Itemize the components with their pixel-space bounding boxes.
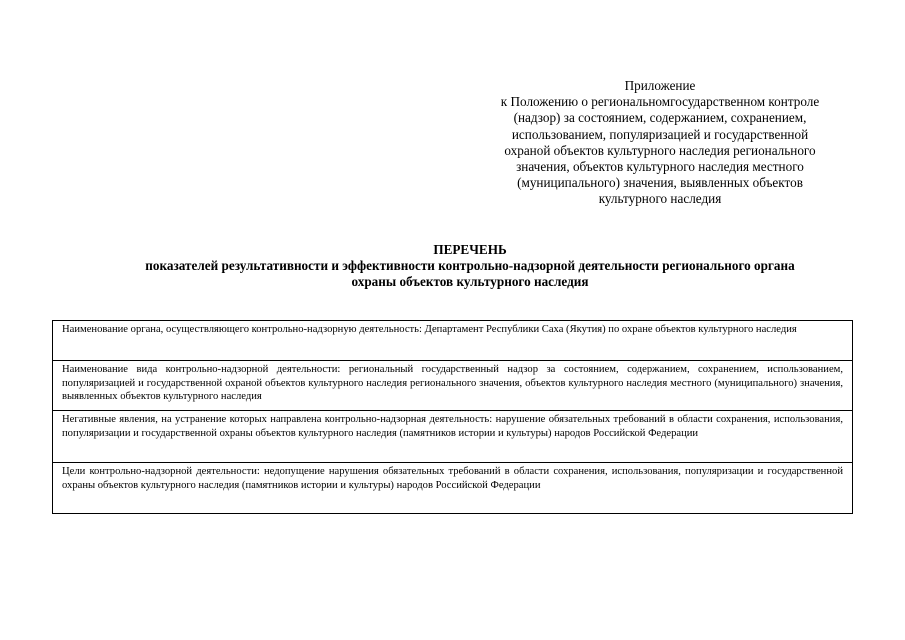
- table-row: [53, 361, 853, 411]
- appendix-line: (надзор) за состоянием, содержанием, сохранением,: [513, 110, 807, 126]
- appendix-heading: Приложение: [624, 78, 696, 93]
- title-heading: ПЕРЕЧЕНЬ: [433, 242, 507, 257]
- table-row: [53, 321, 853, 361]
- table-cell-negative-phenomena: Негативные явления, на устранение которых направлена контрольно-надзорная деятельность: нарушение обязательных требований в области сохранения, использования, популяризации и государственной охраны объектов культурного наследия (памятников истории и культуры) народов Российской Федерации: [53, 411, 853, 463]
- table-cell-control-type: Наименование вида контрольно-надзорной деятельности: региональный государственный надзор за состоянием, содержанием, сохранением, использованием, популяризацией и государственной охраной объектов культурного наследия регионального значения, объектов культурного наследия местного (муниципального) значения, выявленных объектов культурного наследия: [53, 361, 853, 411]
- appendix-line: значения, объектов культурного наследия местного: [516, 159, 804, 175]
- indicators-table: [52, 320, 853, 514]
- table-cell-authority: Наименование органа, осуществляющего контрольно-надзорную деятельность: Департамент Республики Саха (Якутия) по охране объектов культурного наследия: [53, 321, 853, 361]
- document-title: [50, 242, 890, 290]
- appendix-block: [460, 78, 860, 208]
- appendix-line: (муниципального) значения, выявленных объектов: [517, 175, 803, 191]
- table-row: [53, 411, 853, 463]
- appendix-line: использованием, популяризацией и государственной: [511, 126, 809, 142]
- appendix-line: культурного наследия: [598, 191, 722, 207]
- appendix-line: охраной объектов культурного наследия регионального: [504, 142, 816, 158]
- table-row: [53, 463, 853, 514]
- title-subtitle: показателей результативности и эффективности контрольно-надзорной деятельности регионального органа: [145, 258, 795, 273]
- title-subtitle: охраны объектов культурного наследия: [351, 274, 589, 289]
- appendix-line: к Положению о региональномгосударственном контроле: [500, 94, 820, 110]
- table-cell-goals: Цели контрольно-надзорной деятельности: недопущение нарушения обязательных требований в области сохранения, использования, популяризации и государственной охраны объектов культурного наследия (памятников истории и культуры) народов Российской Федерации: [53, 463, 853, 514]
